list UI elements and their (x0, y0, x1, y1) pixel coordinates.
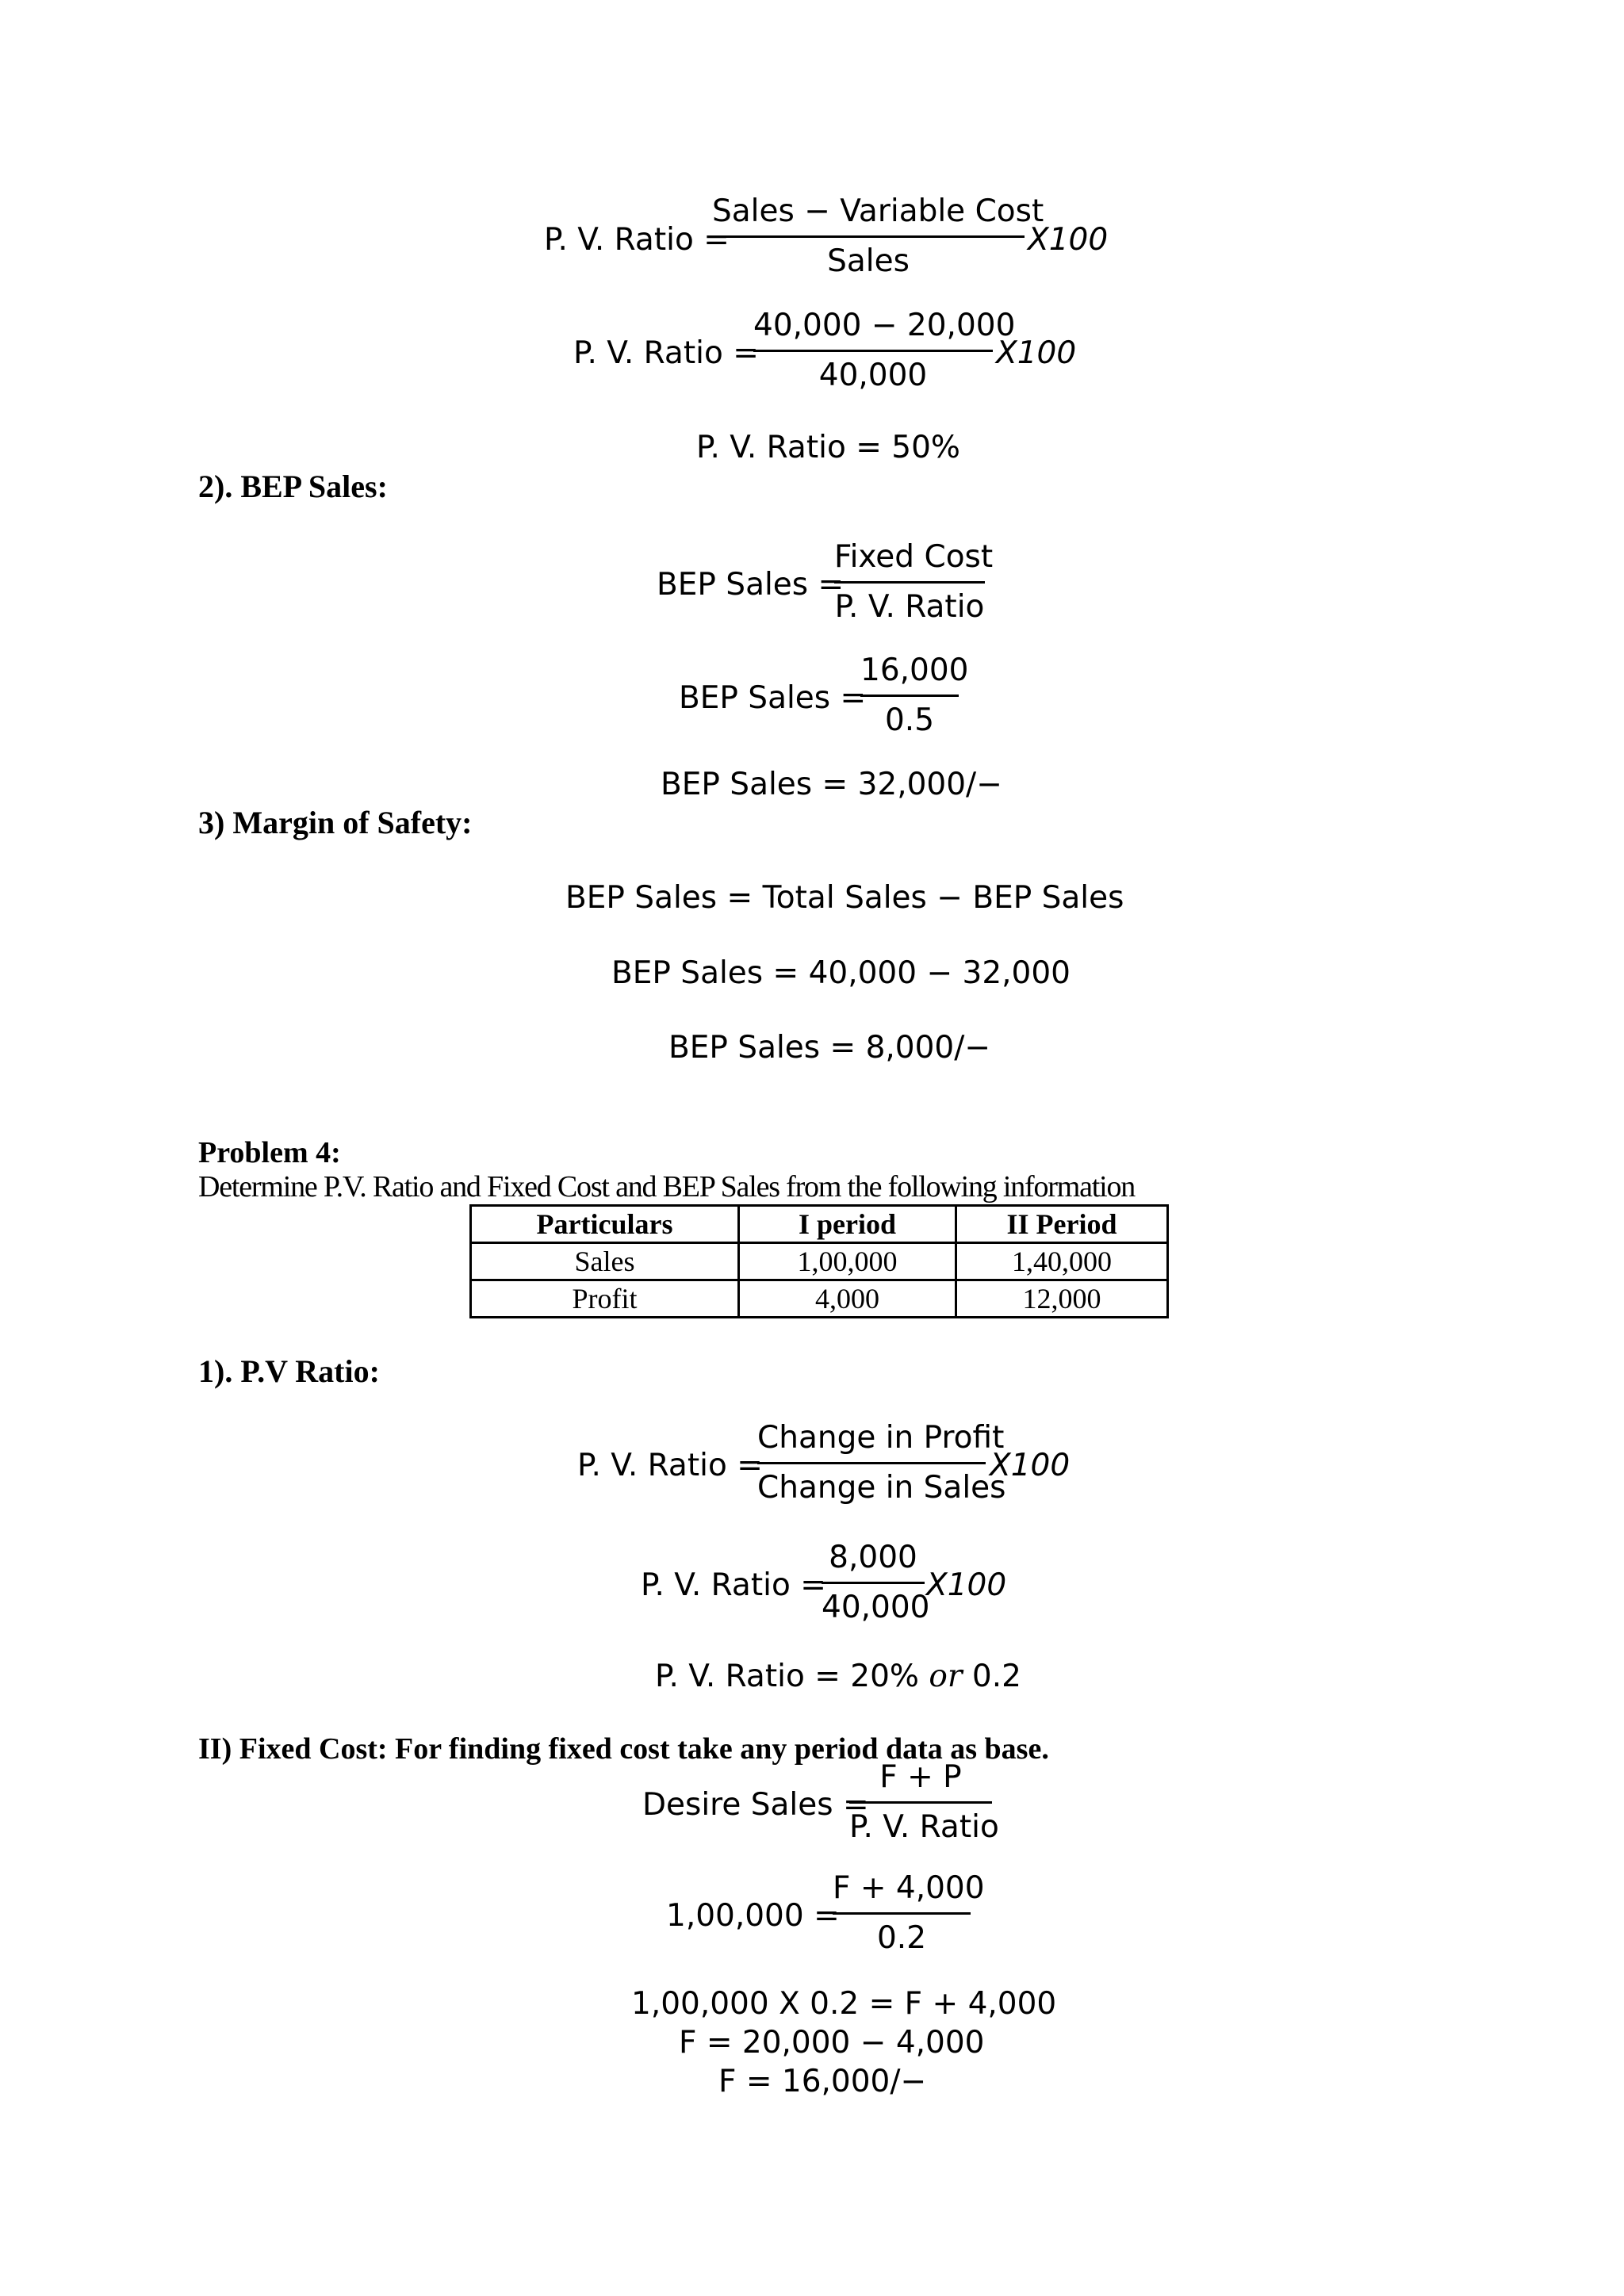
bep-sales-result: BEP Sales = 32,000/− (661, 767, 1002, 802)
formula-multiplier: X100 (990, 1448, 1071, 1483)
fixed-cost-heading: II) Fixed Cost: For finding fixed cost take any period data as base. (198, 1732, 1049, 1766)
table-cell: 1,00,000 (739, 1243, 956, 1280)
formula-lhs: P. V. Ratio = (577, 1448, 763, 1483)
margin-formula: BEP Sales = Total Sales − BEP Sales (565, 880, 1124, 916)
table-row (471, 1280, 1168, 1318)
problem-4-description: Determine P.V. Ratio and Fixed Cost and BEP Sales from the following information (198, 1170, 1136, 1203)
table-cell: Profit (471, 1280, 739, 1318)
result-value: 0.2 (962, 1659, 1021, 1694)
formula-multiplier: X100 (996, 335, 1077, 371)
bep-sales-heading: 2). BEP Sales: (198, 469, 388, 504)
formula-lhs: P. V. Ratio = (641, 1567, 826, 1603)
table-cell: 12,000 (956, 1280, 1168, 1318)
table-cell: 1,40,000 (956, 1243, 1168, 1280)
formula-fraction (712, 193, 1044, 279)
formula-numerator: F + P (879, 1759, 962, 1795)
formula-numerator: Sales − Variable Cost (712, 193, 1044, 229)
formula-lhs: P. V. Ratio = (573, 335, 759, 371)
margin-of-safety-heading: 3) Margin of Safety: (198, 805, 473, 840)
fixed-cost-step-2: F = 20,000 − 4,000 (679, 2025, 985, 2061)
formula-fraction (849, 1759, 999, 1845)
fixed-cost-result: F = 16,000/− (718, 2064, 927, 2099)
formula-denominator: Change in Sales (757, 1470, 1006, 1506)
table-header: Particulars (471, 1206, 739, 1243)
formula-denominator: P. V. Ratio (849, 1809, 999, 1845)
period-data-table (469, 1204, 1169, 1318)
formula-lhs: Desire Sales = (642, 1787, 869, 1823)
pv-ratio-heading: 1). P.V Ratio: (198, 1353, 380, 1389)
problem-4-heading: Problem 4: (198, 1136, 341, 1169)
formula-multiplier: X100 (1028, 222, 1109, 258)
formula-lhs: P. V. Ratio = (544, 222, 730, 258)
result-or: or (929, 1659, 963, 1694)
formula-denominator: P. V. Ratio (834, 589, 985, 625)
formula-denominator: 40,000 (818, 358, 928, 393)
formula-fraction (822, 1540, 930, 1625)
pv-ratio-change-result (655, 1659, 1021, 1694)
result-main: P. V. Ratio = 20% (655, 1659, 929, 1694)
formula-lhs: BEP Sales = (679, 680, 867, 716)
formula-denominator: 40,000 (822, 1590, 930, 1625)
formula-fraction (834, 539, 994, 625)
formula-fraction (833, 1870, 985, 1956)
formula-denominator: 0.2 (876, 1920, 927, 1956)
table-cell: 4,000 (739, 1280, 956, 1318)
formula-fraction (860, 652, 969, 738)
formula-numerator: 40,000 − 20,000 (753, 308, 1016, 343)
formula-fraction (753, 308, 1016, 393)
formula-numerator: Change in Profit (757, 1420, 1005, 1456)
margin-result: BEP Sales = 8,000/− (668, 1030, 991, 1066)
formula-numerator: 16,000 (860, 652, 969, 688)
formula-lhs: BEP Sales = (657, 567, 845, 603)
table-cell: Sales (471, 1243, 739, 1280)
formula-numerator: 8,000 (829, 1540, 917, 1575)
formula-multiplier: X100 (926, 1567, 1007, 1603)
pv-ratio-result: P. V. Ratio = 50% (696, 430, 960, 465)
table-header: I period (739, 1206, 956, 1243)
table-header-row (471, 1206, 1168, 1243)
formula-fraction (757, 1420, 1006, 1506)
formula-denominator: Sales (827, 243, 910, 279)
table-header: II Period (956, 1206, 1168, 1243)
margin-substitution: BEP Sales = 40,000 − 32,000 (611, 955, 1071, 991)
table-row (471, 1243, 1168, 1280)
fixed-cost-step-1: 1,00,000 X 0.2 = F + 4,000 (631, 1986, 1057, 2022)
formula-denominator: 0.5 (884, 702, 935, 738)
formula-numerator: F + 4,000 (833, 1870, 985, 1906)
formula-numerator: Fixed Cost (834, 539, 994, 575)
formula-lhs: 1,00,000 = (666, 1898, 840, 1934)
